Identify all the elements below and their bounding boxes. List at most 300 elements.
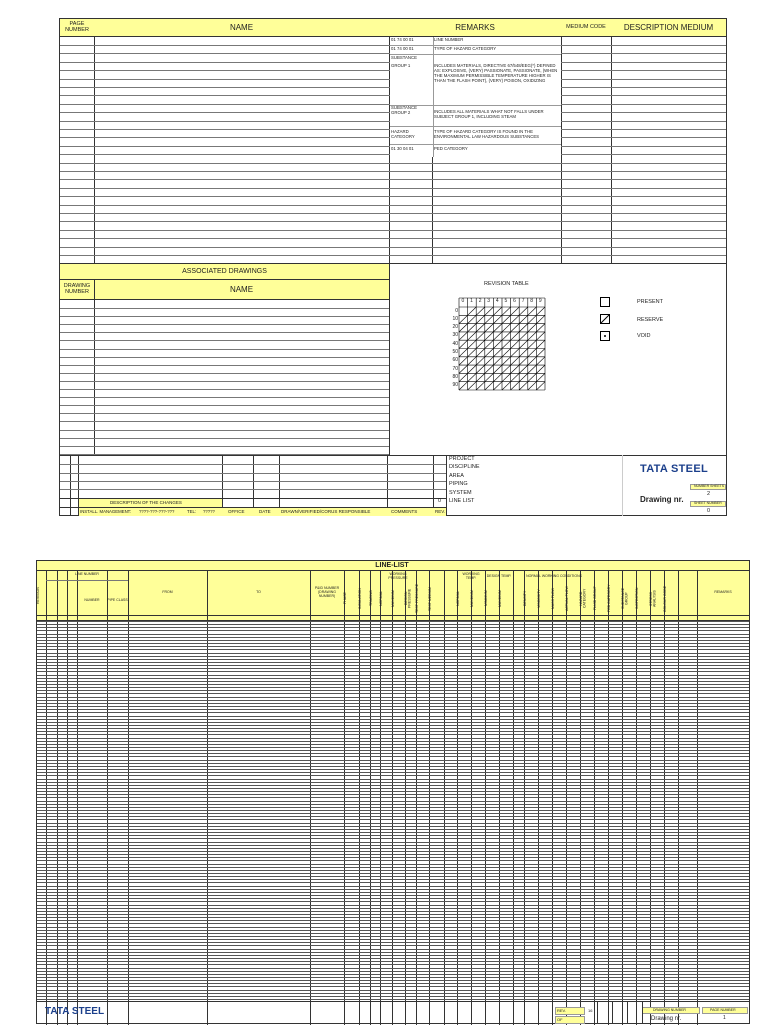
grid-line (37, 687, 749, 688)
reserve-slash (476, 357, 485, 365)
grid-line (37, 785, 749, 786)
grid-line (37, 968, 749, 969)
grid-line (37, 914, 749, 915)
grid-line (37, 901, 749, 902)
field-area: AREA (449, 473, 464, 479)
vertical-header: MINIMUM (484, 590, 488, 607)
vertical-header: NORMAL (379, 591, 383, 606)
linelist-rows (37, 621, 749, 999)
grid-line (37, 996, 749, 997)
col-from: FROM (162, 590, 173, 595)
grid-line (60, 365, 389, 366)
grid-line (37, 873, 749, 874)
grid-line (37, 722, 749, 723)
reserve-slash (511, 340, 520, 348)
grid-line (37, 964, 749, 965)
grid-line (37, 716, 749, 717)
footer-drawing-number-label: DRAWING NUMBER (653, 1008, 686, 1012)
grid-line (37, 662, 749, 663)
col-line-number: LINE NUMBER (75, 572, 99, 577)
grid-line (60, 238, 726, 239)
grid-line (37, 634, 749, 635)
number-sheets-label: NUMBER SHEETS (694, 484, 725, 488)
grid-line (37, 700, 749, 701)
footer-tel: TEL: (187, 509, 197, 514)
reserve-slash (476, 332, 485, 340)
col-remarks: REMARKS (714, 590, 732, 595)
reserve-slash (476, 340, 485, 348)
reserve-slash (485, 373, 494, 381)
reserve-slash (502, 349, 511, 357)
reserve-slash (528, 324, 537, 332)
grid-line (37, 816, 749, 817)
reserve-slash (493, 324, 502, 332)
revision-col-label: 3 (487, 298, 491, 304)
reserve-slash (528, 382, 537, 390)
grid-line (37, 999, 749, 1000)
reserve-slash (502, 315, 511, 323)
grid-line (37, 842, 749, 843)
reserve-slash (528, 365, 537, 373)
reserve-slash (485, 332, 494, 340)
grid-line (37, 788, 749, 789)
revision-grid (447, 298, 547, 392)
grid-line (37, 838, 749, 839)
reserve-slash (485, 307, 494, 315)
revision-row-label: 90 (452, 382, 458, 389)
grid-line (37, 876, 749, 877)
grid-line (60, 357, 389, 358)
grid-line (37, 955, 749, 956)
grid-line (60, 389, 389, 390)
grid-line (37, 671, 749, 672)
vertical-header: ACTUAL FLOW (565, 586, 569, 611)
grid-line (37, 974, 749, 975)
dot-icon (604, 335, 606, 337)
grid-line (37, 615, 749, 616)
grid-line (37, 848, 749, 849)
field-discipline: DISCIPLINE (449, 464, 480, 470)
grid-line (60, 397, 389, 398)
grid-line (37, 665, 749, 666)
remarks-text-4: INCLUDES MATERIALS, DIRECTIVE 67/548/EEG(*) DEFINED AS: EXPLOSIVE, (VERY) PASSIONATE, PASSIONATE, (WHEN THE MAXIMUM PERMISSIBLE TEMPERATURE HIGHER IS THAN THE FLASH POINT), (VERY) POISON, OXIDIZING (434, 63, 558, 83)
reserve-slash (502, 357, 511, 365)
remarks-text-2: TYPE OF HAZARD CATEGORY (434, 46, 497, 51)
grid-line (37, 854, 749, 855)
assoc-table (60, 300, 389, 455)
header-description-medium: DESCRIPTION MEDIUM (623, 22, 714, 32)
vertical-header: COLOUR CODE (663, 585, 667, 612)
vertical-header: MAXIMUM (498, 590, 502, 607)
reserve-slash (511, 307, 520, 315)
reserve-slash (476, 349, 485, 357)
grid-line (37, 911, 749, 912)
grid-line (60, 163, 726, 164)
reserve-slash (459, 324, 468, 332)
grid-line (37, 832, 749, 833)
revision-col-label: 5 (504, 298, 508, 304)
grid-line (60, 405, 389, 406)
revision-row-label: 80 (452, 373, 458, 380)
grid-line (37, 990, 749, 991)
linelist-title: LINE-LIST (375, 561, 409, 569)
grid-line (60, 332, 389, 333)
header-medium-code: MEDIUM CODE (566, 24, 606, 31)
grid-line (60, 316, 389, 317)
grid-line (37, 630, 749, 631)
grid-line (37, 703, 749, 704)
col-pid-number: P&ID NUMBER (DRAWING NUMBER) (314, 586, 340, 598)
remarks-code-4: GROUP 1 (391, 63, 411, 68)
footer-page-number: 1 (723, 1015, 726, 1021)
grid-line (60, 179, 726, 180)
footer-drawn: DRAWN/VERIFIED/CORUS RESPONSIBLE (281, 509, 371, 514)
grid-line (37, 681, 749, 682)
grid-line (37, 807, 749, 808)
field-line-list: LINE LIST (449, 498, 475, 504)
remarks-code-6: HAZARD CATEGORY (391, 129, 415, 139)
grid-line (46, 580, 128, 581)
legend-void-label: VOID (637, 333, 651, 339)
header-page-number: PAGE NUMBER (65, 21, 89, 33)
reserve-slash (485, 324, 494, 332)
remarks-text-5: INCLUDES ALL MATERIALS WHAT NOT FALLS UNDER SUBJECT GROUP 1, INCLUDING STEAM (434, 109, 544, 119)
grid-line (37, 728, 749, 729)
grid-line (37, 640, 749, 641)
grid-line (37, 895, 749, 896)
grid-line (37, 882, 749, 883)
reserve-slash (519, 324, 528, 332)
revision-col-label: 8 (530, 298, 534, 304)
grid-line (37, 750, 749, 751)
field-line-list-rev: 0 (438, 498, 442, 504)
reserve-slash (493, 332, 502, 340)
reserve-slash (468, 349, 477, 357)
reserve-slash (468, 365, 477, 373)
grid-line (37, 649, 749, 650)
grid-line (37, 813, 749, 814)
upper-table (60, 37, 726, 263)
assoc-title: ASSOCIATED DRAWINGS (182, 268, 267, 276)
revision-row-label: 50 (452, 349, 458, 355)
legend-reserve-label: RESERVE (637, 317, 664, 323)
grid-line (37, 961, 749, 962)
grid-line (37, 731, 749, 732)
revision-table (447, 298, 547, 392)
reserve-slash (502, 332, 511, 340)
grid-line (37, 920, 749, 921)
grid-line (37, 889, 749, 890)
footer-page-number-label: PAGE NUMBER (710, 1008, 736, 1012)
revision-row-label: 10 (452, 315, 458, 322)
revision-col-label: 7 (521, 298, 525, 304)
grid-line (37, 835, 749, 836)
revision-row-label: 20 (452, 324, 458, 331)
vertical-header: DESIGN PRESSURE (404, 588, 412, 609)
reserve-slash (536, 373, 545, 381)
grid-line (37, 826, 749, 827)
col-revision: REVISION (36, 587, 40, 605)
reserve-slash (468, 332, 477, 340)
grid-line (37, 697, 749, 698)
reserve-slash (459, 340, 468, 348)
reserve-slash (511, 373, 520, 381)
assoc-name: NAME (229, 284, 254, 294)
grid-line (37, 709, 749, 710)
reserve-slash (493, 365, 502, 373)
reserve-slash (519, 349, 528, 357)
reserve-slash (459, 382, 468, 390)
vertical-header: MAXIMUM (470, 590, 474, 607)
grid-line (60, 373, 389, 374)
footer-contact: INSTALL. MANAGEMENT: (80, 509, 132, 514)
grid-line (37, 738, 749, 739)
revision-row-label: 60 (452, 357, 458, 364)
grid-line (37, 958, 749, 959)
footer-brand-logo: TATA STEEL (45, 1006, 105, 1017)
grid-line (37, 719, 749, 720)
grid-line (37, 624, 749, 625)
grid-line (37, 766, 749, 767)
vertical-header: HAZARD CATEGORY (579, 588, 587, 609)
field-piping: PIPING (449, 481, 468, 487)
grid-line (37, 791, 749, 792)
grid-line (37, 775, 749, 776)
footer-rev: REV. (435, 509, 446, 514)
reserve-slash (476, 373, 485, 381)
sheet-number-label: SHEET NUMBER (694, 501, 722, 505)
reserve-slash (511, 315, 520, 323)
grid-line (37, 936, 749, 937)
reserve-slash (502, 324, 511, 332)
grid-line (37, 908, 749, 909)
grid-line (37, 678, 749, 679)
reserve-slash (536, 357, 545, 365)
remarks-code-3: SUBSTANCE (391, 55, 417, 60)
grid-line (37, 892, 749, 893)
reserve-slash (511, 382, 520, 390)
grid-line (37, 693, 749, 694)
reserve-slash (519, 357, 528, 365)
footer-date: DATE (259, 509, 271, 514)
grid-line (37, 930, 749, 931)
reserve-slash (493, 357, 502, 365)
reserve-slash (502, 340, 511, 348)
revision-row-label: 40 (452, 340, 458, 347)
reserve-slash (459, 357, 468, 365)
vertical-header: SUBSTANCE GROUP (621, 587, 629, 610)
grid-line (37, 656, 749, 657)
revision-row-label: 70 (452, 365, 458, 372)
reserve-slash (536, 365, 545, 373)
remarks-code-7: 01 30 04 01 (391, 146, 414, 151)
grid-line (37, 939, 749, 940)
footer-tel-val: ????? (203, 509, 215, 514)
reserve-slash (519, 382, 528, 390)
grid-line (37, 942, 749, 943)
reserve-slash (468, 340, 477, 348)
legend-reserve-box (600, 314, 610, 324)
grid-line (37, 797, 749, 798)
grid-line (37, 675, 749, 676)
grid-line (37, 933, 749, 934)
reserve-slash (493, 373, 502, 381)
remarks-block (390, 37, 561, 157)
grid-line (60, 171, 726, 172)
reserve-slash (485, 382, 494, 390)
reserve-slash (468, 373, 477, 381)
header-name: NAME (229, 22, 254, 32)
revision-col-label: 9 (538, 298, 542, 304)
grid-line (37, 621, 749, 622)
reserve-slash (511, 332, 520, 340)
remarks-code-5: SUBSTANCE GROUP 2 (391, 105, 417, 115)
reserve-slash (528, 332, 537, 340)
grid-line (37, 659, 749, 660)
reserve-slash (485, 365, 494, 373)
grid-line (37, 851, 749, 852)
grid-line (37, 845, 749, 846)
grid-line (60, 255, 726, 256)
grid-line (37, 823, 749, 824)
vertical-header: TRACING (369, 590, 373, 607)
vertical-header: DENSITY (523, 590, 527, 607)
grid-line (60, 308, 389, 309)
grid-line (37, 747, 749, 748)
header-remarks: REMARKS (455, 22, 495, 32)
field-system: SYSTEM (449, 490, 472, 496)
grid-line (60, 421, 389, 422)
grid-line (37, 627, 749, 628)
vertical-header: INSULATION (358, 588, 362, 609)
reserve-slash (485, 357, 494, 365)
changes-table (60, 455, 446, 516)
grid-line (37, 927, 749, 928)
grid-line (37, 857, 749, 858)
reserve-slash (493, 315, 502, 323)
grid-line (37, 801, 749, 802)
reserve-slash (493, 349, 502, 357)
col-working-temp: WORKING TEMP. (462, 572, 480, 580)
reserve-slash (502, 373, 511, 381)
reserve-slash (502, 382, 511, 390)
assoc-drawing-number: DRAWING NUMBER (63, 283, 91, 295)
footer-office: OFFICE (228, 509, 245, 514)
sheet-1 (59, 18, 727, 516)
reserve-slash (519, 373, 528, 381)
reserve-slash (528, 340, 537, 348)
vertical-header: TEST PRESSURE (415, 583, 419, 614)
sheet-2 (36, 560, 750, 1024)
reserve-slash (528, 307, 537, 315)
grid-line (60, 381, 389, 382)
grid-line (37, 782, 749, 783)
reserve-slash (528, 357, 537, 365)
grid-line (37, 860, 749, 861)
grid-line (37, 819, 749, 820)
reserve-slash (493, 307, 502, 315)
number-sheets-value: 2 (707, 491, 711, 497)
vertical-header: TEST MEDIUM (428, 586, 432, 611)
legend-present-label: PRESENT (637, 299, 663, 305)
grid-line (37, 725, 749, 726)
revision-row-label: 0 (455, 307, 458, 314)
remarks-text-7: PED CATEGORY (434, 146, 468, 151)
grid-line (37, 753, 749, 754)
revision-col-label: 2 (478, 298, 482, 304)
grid-line (37, 763, 749, 764)
grid-line (37, 879, 749, 880)
grid-line (37, 804, 749, 805)
reserve-slash (459, 365, 468, 373)
sheet-number-value: 0 (707, 508, 711, 514)
grid-line (37, 917, 749, 918)
reserve-slash (519, 307, 528, 315)
footer-rev-value: 16 (588, 1008, 593, 1013)
grid-line (37, 945, 749, 946)
col-working-pressure: WORKING PRESSURE (388, 572, 408, 580)
reserve-slash (459, 332, 468, 340)
grid-line (60, 205, 726, 206)
grid-line (60, 446, 389, 447)
vertical-header: FLUID GROUP (593, 586, 597, 611)
vertical-header: NORMAL (456, 591, 460, 606)
grid-line (37, 637, 749, 638)
vertical-header: PHASE (343, 592, 347, 605)
drawing-nr: Drawing nr. (640, 495, 684, 504)
remarks-code-1: 01 74 00 01 (391, 37, 414, 42)
grid-line (37, 643, 749, 644)
remarks-text-6: TYPE OF HAZARD CATEGORY IS FOUND IN THE ENVIRONMENTAL LAW HAZARDOUS SUBSTANCES (434, 129, 540, 139)
vertical-header: PED CATEGORY (607, 584, 611, 613)
reserve-slash (468, 324, 477, 332)
grid-line (37, 986, 749, 987)
reserve-slash (511, 349, 520, 357)
grid-line (37, 971, 749, 972)
reserve-slash (511, 357, 520, 365)
grid-line (37, 794, 749, 795)
footer-phone: ????-???-???-??? (139, 509, 175, 514)
grid-line (37, 756, 749, 757)
grid-line (37, 653, 749, 654)
grid-line (37, 706, 749, 707)
reserve-slash (528, 349, 537, 357)
reserve-slash (536, 332, 545, 340)
vertical-header: MAXIMUM (391, 590, 395, 607)
reserve-slash (536, 382, 545, 390)
revision-col-label: 0 (461, 298, 465, 304)
reserve-slash (476, 307, 485, 315)
remarks-code-2: 01 74 00 01 (391, 46, 414, 51)
reserve-slash (519, 332, 528, 340)
reserve-slash (502, 307, 511, 315)
grid-line (60, 230, 726, 231)
reserve-slash (519, 315, 528, 323)
reserve-slash (485, 340, 494, 348)
grid-line (37, 772, 749, 773)
grid-line (37, 898, 749, 899)
footer-drawing-number: Drawing nr. (651, 1016, 682, 1022)
brand-logo: TATA STEEL (640, 463, 708, 475)
reserve-slash (468, 307, 477, 315)
grid-line (37, 905, 749, 906)
reserve-slash (459, 315, 468, 323)
revision-table-title: REVISION TABLE (484, 281, 529, 287)
grid-line (37, 886, 749, 887)
grid-line (37, 952, 749, 953)
grid-line (37, 779, 749, 780)
grid-line (60, 438, 389, 439)
